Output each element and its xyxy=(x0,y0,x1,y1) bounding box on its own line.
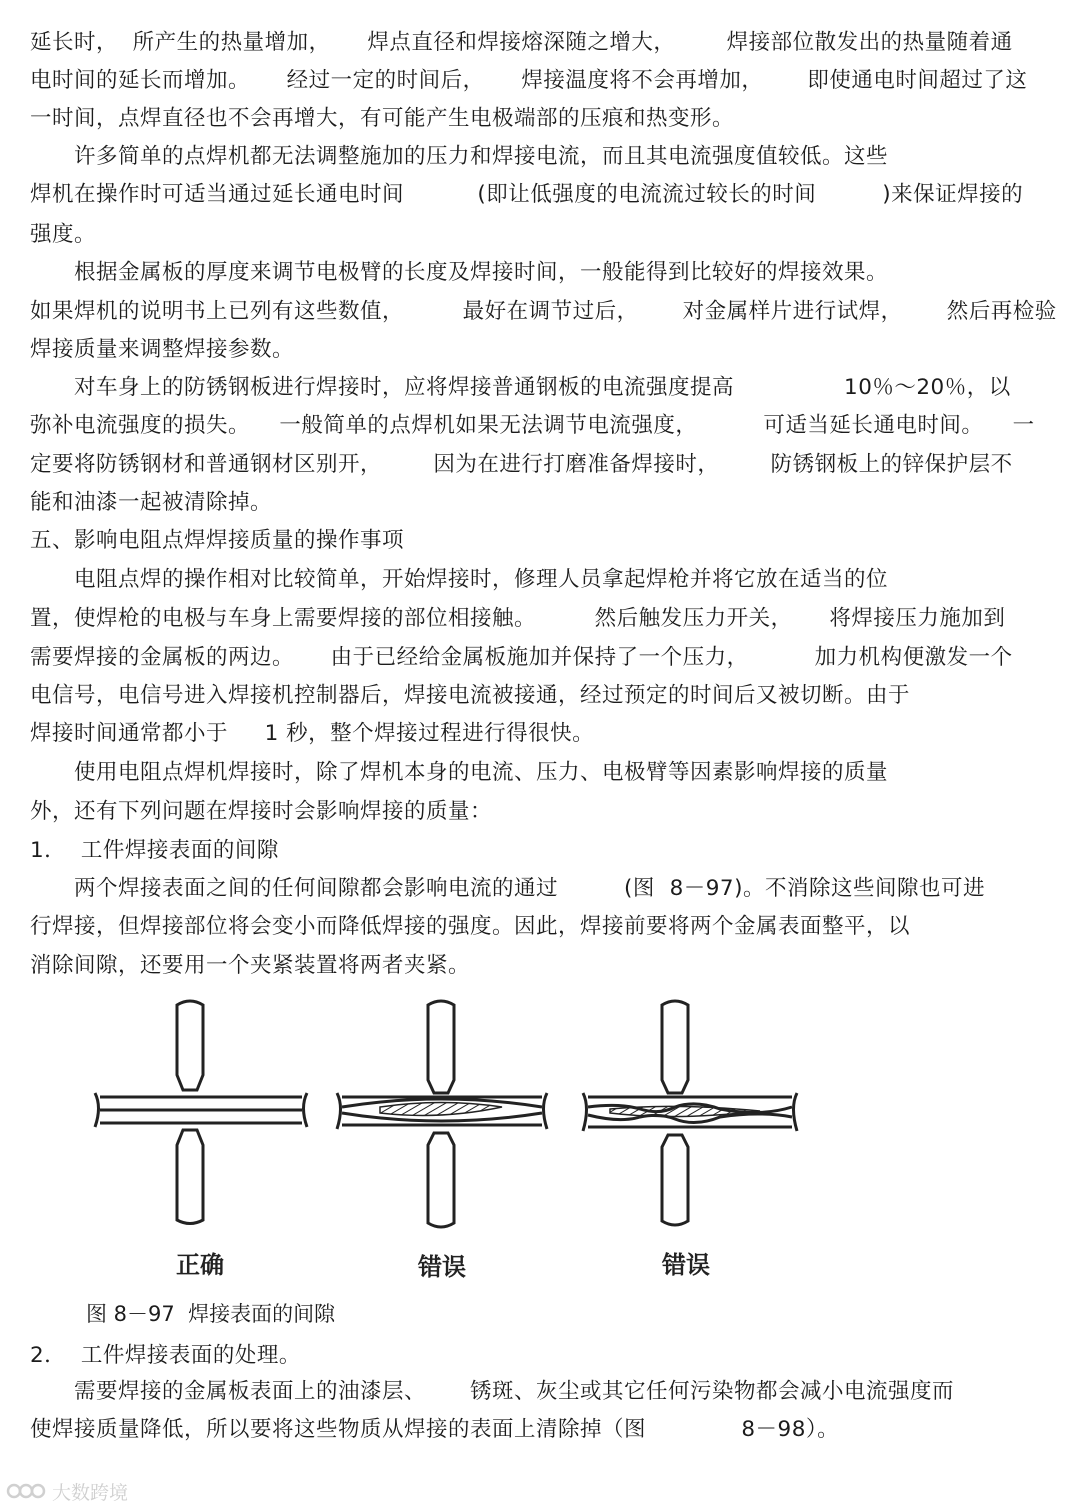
body-line: 消除间隙，还要用一个夹紧装置将两者夹紧。 xyxy=(30,953,471,978)
body-line: 延长时， 所产生的热量增加， 焊点直径和焊接熔深随之增大， 焊接部位散发出的热量随着通 xyxy=(30,30,1013,55)
figure-label-correct: 正确 xyxy=(176,1251,224,1279)
body-line: 强度。 xyxy=(30,222,97,247)
watermark-text: 大数跨境 xyxy=(52,1481,129,1504)
list-heading: 1． 工件焊接表面的间隙 xyxy=(30,838,279,863)
body-line: 电时间的延长而增加。 经过一定的时间后， 焊接温度将不会再增加， 即使通电时间超过了这 xyxy=(30,68,1028,93)
correct-weld-diagram xyxy=(95,1001,307,1224)
body-line: 如果焊机的说明书上已列有这些数值， 最好在调节过后， 对金属样片进行试焊， 然后再检验 xyxy=(30,299,1057,324)
figure-caption: 图 8－97 焊接表面的间隙 xyxy=(86,1302,336,1326)
body-line: 使用电阻点焊机焊接时，除了焊机本身的电流、压力、电极臂等因素影响焊接的质量 xyxy=(30,760,889,785)
section-heading: 五、影响电阻点焊焊接质量的操作事项 xyxy=(30,528,405,553)
weld-gap-figure xyxy=(80,995,820,1295)
body-line: 使焊接质量降低，所以要将这些物质从焊接的表面上清除掉（图 8－98）。 xyxy=(30,1417,840,1442)
figure-label-wrong-2: 错误 xyxy=(662,1251,710,1279)
body-line: 弥补电流强度的损失。 一般简单的点焊机如果无法调节电流强度， 可适当延长通电时间。 一 xyxy=(30,413,1035,438)
body-line: 能和油漆一起被清除掉。 xyxy=(30,490,273,515)
watermark-logo-icon xyxy=(6,1479,48,1503)
body-line: 对车身上的防锈钢板进行焊接时，应将焊接普通钢板的电流强度提高 10％～20％，以 xyxy=(30,375,1011,400)
body-line: 需要焊接的金属板表面上的油漆层、 锈斑、灰尘或其它任何污染物都会减小电流强度而 xyxy=(30,1379,955,1404)
body-line: 电信号，电信号进入焊接机控制器后，焊接电流被接通，经过预定的时间后又被切断。由于 xyxy=(30,683,911,708)
body-line: 定要将防锈钢材和普通钢材区别开， 因为在进行打磨准备焊接时， 防锈钢板上的锌保护层不 xyxy=(30,452,1013,477)
figure-label-wrong-1: 错误 xyxy=(418,1253,466,1281)
list-heading: 2． 工件焊接表面的处理。 xyxy=(30,1343,301,1368)
body-line: 需要焊接的金属板的两边。 由于已经给金属板施加并保持了一个压力， 加力机构便激发一个 xyxy=(30,645,1013,670)
body-line: 置，使焊枪的电极与车身上需要焊接的部位相接触。 然后触发压力开关， 将焊接压力施加到 xyxy=(30,606,1006,631)
body-line: 焊接时间通常都小于 1 秒，整个焊接过程进行得很快。 xyxy=(30,721,595,746)
body-line: 行焊接，但焊接部位将会变小而降低焊接的强度。因此，焊接前要将两个金属表面整平，以 xyxy=(30,914,911,939)
body-line: 外，还有下列问题在焊接时会影响焊接的质量： xyxy=(30,799,493,824)
body-line: 两个焊接表面之间的任何间隙都会影响电流的通过 (图 8－97)。不消除这些间隙也可进 xyxy=(30,876,985,901)
body-line: 焊接质量来调整焊接参数。 xyxy=(30,337,295,362)
watermark xyxy=(6,1476,128,1506)
body-line: 许多简单的点焊机都无法调整施加的压力和焊接电流，而且其电流强度值较低。这些 xyxy=(30,144,889,169)
wrong-weld-diagram-2 xyxy=(583,1001,797,1225)
body-line: 电阻点焊的操作相对比较简单，开始焊接时，修理人员拿起焊枪并将它放在适当的位 xyxy=(30,567,889,592)
body-line: 焊机在操作时可适当通过延长通电时间 (即让低强度的电流流过较长的时间 )来保证焊接的 xyxy=(30,182,1024,207)
body-line: 一时间，点焊直径也不会再增大，有可能产生电极端部的压痕和热变形。 xyxy=(30,106,735,131)
wrong-weld-diagram-1 xyxy=(337,1001,547,1227)
body-line: 根据金属板的厚度来调节电极臂的长度及焊接时间，一般能得到比较好的焊接效果。 xyxy=(30,260,889,285)
